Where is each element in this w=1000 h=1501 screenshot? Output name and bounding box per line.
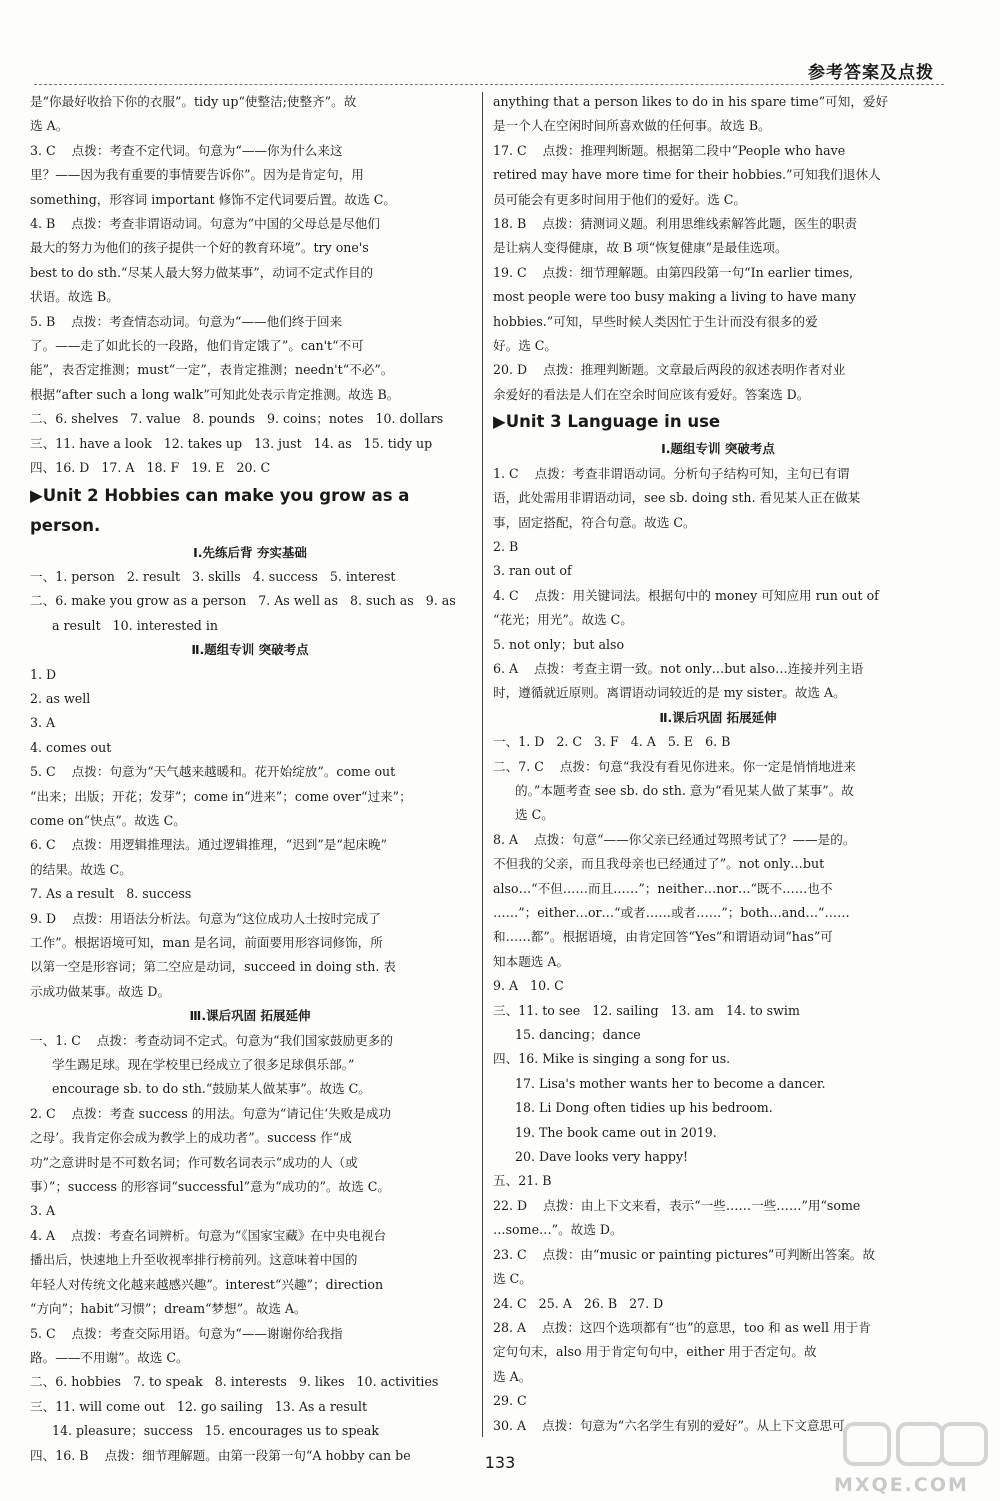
answer-line: 是一个人在空闲时间所喜欢做的任何事。故选 B。 bbox=[493, 118, 771, 134]
unit-heading: ▶Unit 2 Hobbies can make you grow as a person. bbox=[30, 485, 410, 535]
answer-line: 18. Li Dong often tidies up his bedroom. bbox=[515, 1100, 773, 1116]
answer-line: “出来；出版；开花；发芽”；come in“进来”；come over“过来”； bbox=[30, 788, 412, 804]
answer-line: 19. The book came out in 2019. bbox=[515, 1124, 717, 1140]
answer-line: 17. C 点拨：推理判断题。根据第二段中“People who have bbox=[493, 142, 846, 158]
answer-line: 3. A bbox=[30, 715, 56, 731]
section-heading: Ⅱ.课后巩固 拓展延伸 bbox=[659, 709, 777, 725]
answer-line: 根据“after such a long walk”可知此处表示肯定推测。故选 B。 bbox=[30, 386, 400, 402]
column-divider bbox=[482, 92, 483, 1437]
answer-line: 是“你最好收拾下你的衣服”。tidy up“使整洁;使整齐”。故 bbox=[30, 94, 357, 109]
answer-line: 里？——因为我有重要的事情要告诉你”。因为是肯定句，用 bbox=[30, 167, 364, 183]
answer-line: 22. D 点拨：由上下文来看，表示“一些……一些……”用“some bbox=[493, 1197, 861, 1213]
answer-line: 20. Dave looks very happy! bbox=[515, 1149, 689, 1165]
answer-line: 路。——不用谢”。故选 C。 bbox=[30, 1349, 189, 1365]
answer-line: 7. As a result 8. success bbox=[30, 886, 192, 902]
answer-line: 19. C 点拨：细节理解题。由第四段第一句“In earlier times, bbox=[493, 264, 854, 280]
answer-line: 知本题选 A。 bbox=[493, 953, 570, 969]
answer-line: 2. C 点拨：考查 success 的用法。句意为“请记住‘失败是成功 bbox=[30, 1105, 392, 1121]
answer-line: 的结果。故选 C。 bbox=[30, 861, 132, 877]
watermark-shape bbox=[942, 1424, 986, 1464]
answer-line: 3. A bbox=[30, 1203, 56, 1219]
answer-line: 6. A 点拨：考查主谓一致。not only…but also…连接并列主语 bbox=[493, 660, 864, 676]
right-column bbox=[493, 90, 943, 1438]
answer-line: 状语。故选 B。 bbox=[30, 289, 119, 305]
answer-line: 三、11. to see 12. sailing 13. am 14. to swim bbox=[493, 1002, 800, 1018]
answer-line: 23. C 点拨：由“music or painting pictures”可判断出答案。故 bbox=[493, 1246, 876, 1262]
answer-line: encourage sb. to do sth.“鼓励某人做某事”。故选 C。 bbox=[52, 1081, 371, 1097]
answer-line: hobbies.”可知，早些时候人类因忙于生计而没有很多的爱 bbox=[493, 313, 818, 329]
answer-line: anything that a person likes to do in his spare time”可知，爱好 bbox=[493, 94, 889, 109]
answer-line: 8. A 点拨：句意“——你父亲已经通过驾照考试了？——是的。 bbox=[493, 831, 856, 847]
page-number: 133 bbox=[484, 1453, 516, 1472]
answer-line: 了。——走了如此长的一段路，他们肯定饿了”。can't“不可 bbox=[30, 338, 364, 354]
answer-line: 28. A 点拨：这四个选项都有“也”的意思，too 和 as well 用于肯 bbox=[493, 1319, 871, 1335]
answer-line: 事，固定搭配，符合句意。故选 C。 bbox=[493, 514, 696, 530]
section-heading: Ⅱ.题组专训 突破考点 bbox=[191, 642, 309, 658]
left-column bbox=[30, 90, 470, 1468]
answer-line: 一、1. C 点拨：考查动词不定式。句意为“我们国家鼓励更多的 bbox=[30, 1032, 393, 1048]
answer-line: 示成功做某事。故选 D。 bbox=[30, 983, 171, 999]
answer-line: 2. as well bbox=[30, 690, 91, 706]
answer-line: 4. C 点拨：用关键词法。根据句中的 money 可知应用 run out of bbox=[493, 587, 879, 603]
answer-line: “花光；用光”。故选 C。 bbox=[493, 612, 633, 628]
answer-line: 3. C 点拨：考查不定代词。句意为“——你为什么来这 bbox=[30, 142, 343, 158]
answer-line: 二、7. C 点拨：句意“我没有看见你进来。你一定是悄悄地进来 bbox=[493, 758, 856, 774]
answer-line: 24. C 25. A 26. B 27. D bbox=[493, 1295, 664, 1311]
answer-line: 1. C 点拨：考查非谓语动词。分析句子结构可知，主句已有谓 bbox=[493, 465, 850, 481]
answer-line: 定句句末，also 用于肯定句句中，either 用于否定句。故 bbox=[493, 1344, 817, 1360]
answer-line: 17. Lisa's mother wants her to become a dancer. bbox=[515, 1075, 826, 1091]
answer-line: most people were too busy making a living to have many bbox=[493, 289, 857, 305]
answer-line: 4. comes out bbox=[30, 739, 112, 755]
answer-line: 18. B 点拨：猜测词义题。利用思维线索解答此题，医生的职责 bbox=[493, 216, 858, 232]
answer-line: 以第一空是形容词；第二空应是动词，succeed in doing sth. 表 bbox=[30, 959, 396, 975]
answer-line: 最大的努力为他们的孩子提供一个好的教育环境”。try one's bbox=[30, 240, 369, 256]
answer-line: 15. dancing；dance bbox=[515, 1027, 641, 1043]
answer-line: “方向”；habit“习惯”；dream“梦想”。故选 A。 bbox=[30, 1301, 307, 1317]
answer-line: 四、16. Mike is singing a song for us. bbox=[493, 1051, 731, 1067]
page-header-title: 参考答案及点拨 bbox=[808, 63, 934, 83]
answer-line: 时，遵循就近原则。离谓语动词较近的是 my sister。故选 A。 bbox=[493, 685, 846, 701]
answer-line: 语，此处需用非谓语动词，see sb. doing sth. 看见某人正在做某 bbox=[493, 490, 861, 506]
answer-line: 不但我的父亲，而且我母亲也已经通过了”。not only…but bbox=[493, 856, 825, 872]
answer-line: 二、6. hobbies 7. to speak 8. interests 9. likes 10. activities bbox=[30, 1374, 439, 1390]
answer-line: 6. C 点拨：用逻辑推理法。通过逻辑推理，“迟到”是“起床晚” bbox=[30, 837, 388, 853]
answer-line: 5. not only；but also bbox=[493, 636, 625, 652]
unit-heading: ▶Unit 3 Language in use bbox=[493, 412, 721, 432]
answer-line: 四、16. D 17. A 18. F 19. E 20. C bbox=[30, 460, 271, 476]
answer-line: 4. B 点拨：考查非谓语动词。句意为“中国的父母总是尽他们 bbox=[30, 216, 380, 232]
section-heading: Ⅰ.先练后背 夯实基础 bbox=[193, 544, 307, 560]
answer-line: 五、21. B bbox=[493, 1173, 552, 1189]
answer-line: 2. B bbox=[493, 538, 519, 554]
section-heading: Ⅲ.课后巩固 拓展延伸 bbox=[189, 1008, 311, 1024]
answer-line: 9. D 点拨：用语法分析法。句意为“这位成功人士按时完成了 bbox=[30, 910, 381, 926]
answer-line: 选 A。 bbox=[493, 1368, 532, 1384]
answer-line: 三、11. have a look 12. takes up 13. just 14. as 15. tidy up bbox=[30, 435, 433, 451]
answer-line: …some…”。故选 D。 bbox=[493, 1222, 623, 1238]
watermark-shape bbox=[845, 1424, 889, 1464]
answer-line: 的。”本题考查 see sb. do sth. 意为“看见某人做了某事”。故 bbox=[515, 782, 854, 798]
answer-line: 9. A 10. C bbox=[493, 978, 564, 994]
answer-line: 选 C。 bbox=[493, 1271, 532, 1287]
answer-line: 好。选 C。 bbox=[493, 338, 558, 354]
answer-line: something，形容词 important 修饰不定代词要后置。故选 C。 bbox=[30, 191, 396, 207]
answer-line: 14. pleasure；success 15. encourages us to speak bbox=[52, 1423, 379, 1439]
header-divider bbox=[34, 84, 944, 85]
answer-line: ……”；either…or…“或者……或者……”；both…and…“…… bbox=[493, 905, 850, 920]
answer-line: 4. A 点拨：考查名词辨析。句意为“《国家宝藏》在中央电视台 bbox=[30, 1227, 387, 1243]
answer-line: 二、6. make you grow as a person 7. As well as 8. such as 9. as bbox=[30, 593, 456, 609]
answer-line: 选 C。 bbox=[515, 807, 554, 823]
section-heading: Ⅰ.题组专训 突破考点 bbox=[661, 441, 775, 457]
answer-line: 和……都”。根据语境，由肯定回答“Yes”和谓语动词“has”可 bbox=[493, 929, 833, 945]
answer-line: 二、6. shelves 7. value 8. pounds 9. coins；notes 10. dollars bbox=[30, 411, 444, 427]
answer-line: 5. B 点拨：考查情态动词。句意为“——他们终于回来 bbox=[30, 313, 343, 329]
answer-line: also…“不但……而且……”；neither…nor…“既不……也不 bbox=[493, 880, 833, 896]
answer-line: 三、11. will come out 12. go sailing 13. As a result bbox=[30, 1398, 368, 1414]
answer-line: 事）”；success 的形容词“successful”意为“成功的”。故选 C。 bbox=[30, 1179, 390, 1195]
answer-line: 是让病人变得健康，故 B 项“恢复健康”是最佳选项。 bbox=[493, 240, 788, 256]
answer-line: 能”，表否定推测；must“一定”，表肯定推测；needn't“不必”。 bbox=[30, 362, 394, 378]
answer-line: retired may have more time for their hobbies.”可知我们退休人 bbox=[493, 167, 881, 183]
answer-line: come on“快点”。故选 C。 bbox=[30, 812, 186, 828]
answer-line: 5. C 点拨：考查交际用语。句意为“——谢谢你给我指 bbox=[30, 1325, 343, 1341]
answer-line: 四、16. B 点拨：细节理解题。由第一段第一句“A hobby can be bbox=[30, 1447, 411, 1463]
answer-line: 一、1. person 2. result 3. skills 4. success 5. interest bbox=[30, 568, 396, 584]
answer-line: 选 A。 bbox=[30, 118, 69, 134]
answer-line: 功”之意讲时是不可数名词；作可数名词表示“成功的人（或 bbox=[30, 1154, 358, 1170]
answer-line: 学生踢足球。现在学校里已经成立了很多足球俱乐部。” bbox=[52, 1057, 355, 1073]
answer-line: 20. D 点拨：推理判断题。文章最后两段的叙述表明作者对业 bbox=[493, 362, 846, 378]
answer-line: a result 10. interested in bbox=[52, 617, 218, 633]
answer-line: 播出后，快速地上升至收视率排行榜前列。这意味着中国的 bbox=[30, 1252, 358, 1268]
answer-line: 一、1. D 2. C 3. F 4. A 5. E 6. B bbox=[493, 734, 731, 750]
answer-line: 30. A 点拨：句意为“六名学生有别的爱好”。从上下文意思可 bbox=[493, 1417, 845, 1433]
answer-line: 员可能会有更多时间用于他们的爱好。选 C。 bbox=[493, 191, 746, 207]
answer-line: 工作”。根据语境可知，man 是名词，前面要用形容词修饰，所 bbox=[30, 935, 383, 950]
answer-line: 1. D bbox=[30, 666, 57, 682]
answer-line: 29. C bbox=[493, 1393, 527, 1409]
watermark-text: MXQE.COM bbox=[834, 1474, 969, 1496]
answer-line: 年轻人对传统文化越来越感兴趣”。interest“兴趣”；direction bbox=[30, 1276, 384, 1292]
answer-line: 之母’。我肯定你会成为教学上的成功者”。success 作“成 bbox=[30, 1130, 352, 1146]
watermark-shape bbox=[898, 1424, 942, 1464]
answer-line: best to do sth.“尽某人最大努力做某事”，动词不定式作目的 bbox=[30, 264, 374, 280]
answer-line: 3. ran out of bbox=[493, 563, 572, 579]
answer-line: 余爱好的看法是人们在空余时间应该有爱好。答案选 D。 bbox=[493, 386, 810, 402]
answer-line: 5. C 点拨：句意为“天气越来越暖和。花开始绽放”。come out bbox=[30, 764, 396, 780]
